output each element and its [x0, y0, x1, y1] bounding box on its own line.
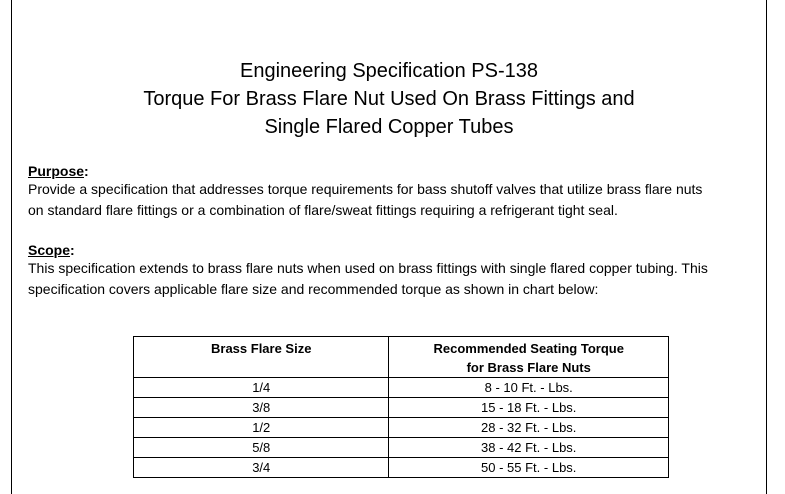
cell-size: 1/2	[134, 418, 389, 438]
purpose-heading-label: Purpose	[28, 163, 85, 179]
scope-heading-colon: :	[70, 242, 75, 258]
cell-size: 5/8	[134, 438, 389, 458]
header-recommended-torque: Recommended Seating Torque for Brass Flare Nuts	[389, 337, 669, 378]
document-title	[12, 57, 766, 141]
torque-table	[133, 336, 669, 478]
table-header-row	[134, 337, 669, 378]
document-page	[11, 0, 767, 494]
purpose-heading	[28, 162, 89, 180]
cell-torque: 38 - 42 Ft. - Lbs.	[389, 438, 669, 458]
table-row	[134, 458, 669, 478]
cell-torque: 50 - 55 Ft. - Lbs.	[389, 458, 669, 478]
title-line-3: Single Flared Copper Tubes	[264, 116, 514, 138]
table-row	[134, 418, 669, 438]
cell-size: 3/4	[134, 458, 389, 478]
title-line-1: Engineering Specification PS-138	[240, 60, 538, 82]
cell-size: 1/4	[134, 378, 389, 398]
scope-heading	[28, 241, 75, 259]
purpose-paragraph	[28, 179, 758, 221]
purpose-heading-colon: :	[84, 163, 89, 179]
scope-paragraph	[28, 258, 758, 300]
scope-line-1: This specification extends to brass flare nuts when used on brass fittings with single flared copper tubing. This	[28, 260, 708, 276]
scope-line-2: specification covers applicable flare size and recommended torque as shown in chart below:	[28, 281, 599, 297]
scope-heading-label: Scope	[28, 242, 71, 258]
table-row	[134, 398, 669, 418]
table-row	[134, 378, 669, 398]
purpose-line-2: on standard flare fittings or a combination of flare/sweat fittings requiring a refrigerant tight seal.	[28, 202, 618, 218]
title-line-2: Torque For Brass Flare Nut Used On Brass Fittings and	[143, 88, 635, 110]
table-row	[134, 438, 669, 458]
purpose-line-1: Provide a specification that addresses torque requirements for bass shutoff valves that utilize brass flare nuts	[28, 181, 703, 197]
cell-size: 3/8	[134, 398, 389, 418]
cell-torque: 15 - 18 Ft. - Lbs.	[389, 398, 669, 418]
cell-torque: 8 - 10 Ft. - Lbs.	[389, 378, 669, 398]
cell-torque: 28 - 32 Ft. - Lbs.	[389, 418, 669, 438]
header-brass-flare-size: Brass Flare Size	[134, 337, 389, 378]
